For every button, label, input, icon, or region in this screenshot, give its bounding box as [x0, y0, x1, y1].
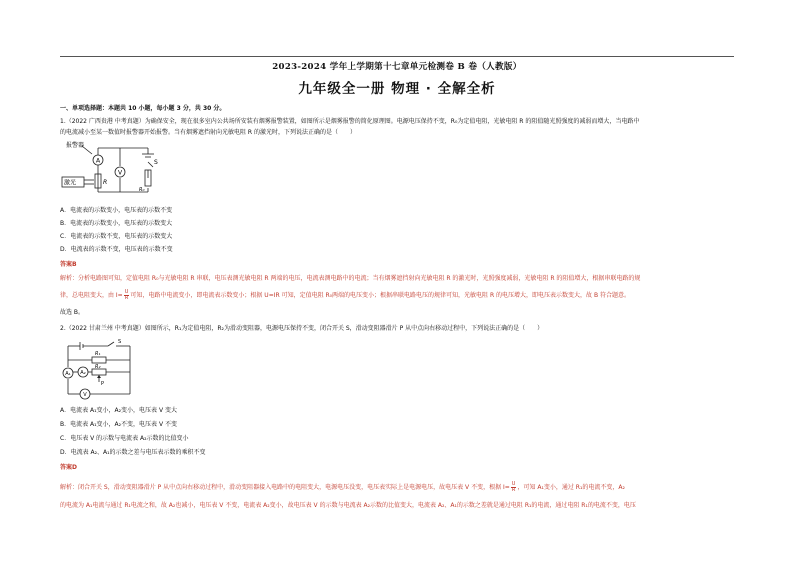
q1-switch-label: S: [154, 159, 158, 166]
q2-formula-fraction: [511, 482, 517, 493]
q2-a2-label: A₂: [80, 370, 86, 376]
q2-r2-label: R₂: [95, 364, 101, 370]
q2-option-c: C．电压表 V 的示数与电流表 A₂示数的比值变小: [60, 435, 189, 442]
q1-r0-label: R₀: [139, 187, 145, 193]
document-subtitle: 2023-2024 学年上学期第十七章单元检测卷 B 卷（人教版）: [272, 62, 522, 72]
q1-stem-line2: 的电流减小至某一数值时报警器开始报警。当有烟雾遮挡射向光敏电阻 R 的激光时，下列说法正确的是（ ）: [60, 129, 356, 136]
q2-frac-num: U: [511, 481, 516, 487]
q2-switch-label: S: [118, 339, 122, 345]
q1-alarm-label: 报警器: [66, 142, 85, 149]
header-rule: [60, 56, 734, 57]
q2-option-d: D．电流表 A₂、A₁的示数之差与电压表示数的乘积不变: [60, 449, 206, 456]
q1-option-a: A．电流表的示数变小，电压表的示数不变: [60, 207, 173, 214]
q1-circuit-diagram: [60, 140, 170, 204]
q2-option-b: B．电流表 A₁变小，A₂不变，电压表 V 不变: [60, 421, 177, 428]
q1-laser-label: 激光: [64, 179, 77, 187]
document-title: 九年级全一册 物理 · 全解全析: [298, 81, 496, 97]
q1-option-b: B．电流表的示数变小，电压表的示数变大: [60, 220, 173, 227]
q1-ammeter-label: A: [95, 157, 101, 165]
q2-r1-label: R₁: [95, 351, 101, 357]
q1-frac-num: U: [124, 289, 129, 295]
q2-analysis-line2: 的电流为 A₁电流与通过 R₁电流之和，故 A₂也减小，电压表 V 不变，电流表 A₂变小，故电压表 V 的示数与电流表 A₂示数的比值变大，电流表 A₂、A₁的示数之差就是通过电阻 R₁的电流，通过电阻 R₁的电流不变，电压: [60, 502, 636, 509]
q2-analysis-line1: [60, 482, 625, 493]
q1-option-c: C．电流表的示数不变，电压表的示数变大: [60, 233, 173, 240]
q2-analysis-post: ，可知 A₁变小，通过 R₁的电流不变，A₂: [517, 484, 625, 491]
q1-stem-line1: 1.（2022 广西贵港 中考真题）为确保安全，现在很多室内公共场所安装有烟雾报警装置，如图所示是烟雾报警的简化原理图。电源电压保持不变，R₀为定值电阻，光敏电阻 R 的阻值随光照强度的减弱而增大，当电路中: [60, 118, 640, 125]
q1-analysis-pre: 律，总电阻变大，由 I=: [60, 292, 123, 299]
q1-voltmeter-label: V: [117, 169, 123, 177]
q1-analysis-post: 可知，电路中电流变小，即电流表示数变小；根据 U=IR 可知，定值电阻 R₀两端的电压变小；根据串联电路电压的规律可知，光敏电阻 R 的电压增大，即电压表示数变大，故 B 符合题意。: [130, 292, 630, 299]
q2-p-label: P: [101, 381, 105, 387]
q1-option-d: D．电流表的示数不变，电压表的示数不变: [60, 246, 173, 253]
q2-frac-den: R: [511, 487, 516, 493]
q1-formula-fraction: [124, 290, 130, 301]
q2-answer: 答案D: [60, 464, 77, 471]
q1-conclusion: 故选 B。: [60, 309, 85, 316]
q1-frac-den: R: [124, 295, 129, 301]
q1-analysis-line2: [60, 290, 630, 301]
q2-stem: 2.（2022 甘肃兰州 中考真题）如图所示，R₁为定值电阻，R₂为滑动变阻器，电源电压保持不变，闭合开关 S，滑动变阻器滑片 P 从中点向右移动过程中，下列说法正确的是（ ）: [60, 325, 544, 332]
section-heading: 一、单项选择题：本题共 10 小题，每小题 3 分，共 30 分。: [60, 105, 226, 112]
q2-analysis-pre: 解析：闭合开关 S，滑动变阻器滑片 P 从中点向右移动过程中，滑动变阻器接入电路中的电阻变大，电源电压没变，电压表实际上是电源电压，故电压表 V 不变，根据 I=: [60, 484, 510, 491]
q2-circuit-diagram: [60, 338, 140, 404]
q2-option-a: A．电流表 A₁变小，A₂变小，电压表 V 变大: [60, 407, 177, 414]
q1-answer: 答案B: [60, 261, 77, 268]
q1-analysis-line1: 解析：分析电路图可知，定值电阻 R₀与光敏电阻 R 串联，电压表测光敏电阻 R 两端的电压，电流表测电路中的电流；当有烟雾遮挡射向光敏电阻 R 的激光时，光照强度减弱，光敏电阻 R 的阻值增大，根据串联电路的规: [60, 275, 641, 282]
q1-r-label: R: [103, 179, 108, 186]
q2-voltmeter-label: V: [83, 392, 87, 398]
q2-a1-label: A₁: [65, 371, 71, 377]
